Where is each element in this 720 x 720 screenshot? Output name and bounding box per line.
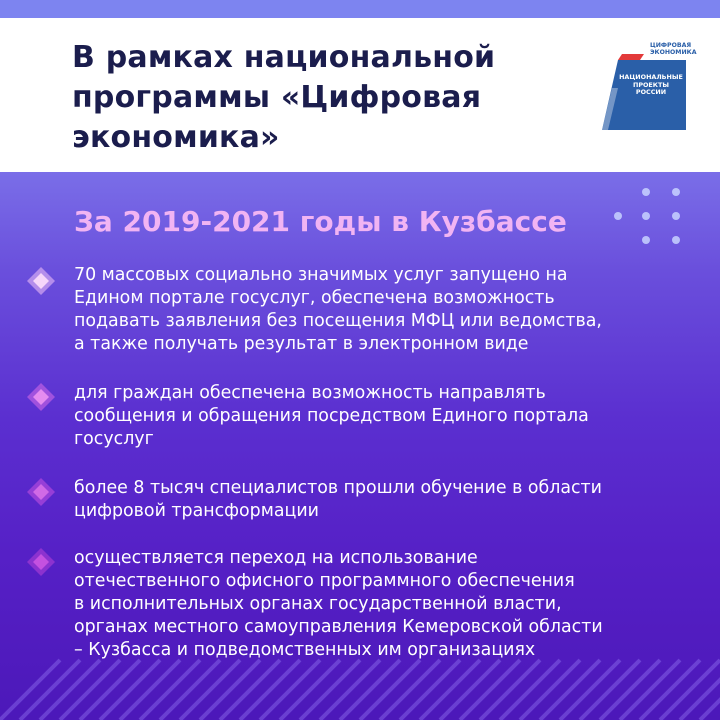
title-line: программы «Цифровая [72, 80, 482, 115]
diamond-bullet-icon [26, 547, 56, 577]
title-line: В рамках национальной [72, 40, 496, 75]
section-title: За 2019-2021 годы в Кузбассе [74, 205, 567, 238]
logo-subtitle [618, 74, 684, 97]
item-line: – Кузбасса и подведомственных им организациях [74, 640, 536, 660]
dot-icon [672, 188, 680, 196]
item-line: сообщения и обращения посредством Единого портала [74, 406, 589, 426]
item-text [74, 547, 699, 662]
dot-grid-decoration [604, 178, 684, 248]
item-text [74, 382, 699, 451]
diamond-bullet-icon [26, 477, 56, 507]
national-projects-logo [596, 40, 697, 132]
logo-sub-line: РОССИИ [635, 88, 667, 97]
dot-icon [614, 212, 622, 220]
dot-icon [672, 212, 680, 220]
page-title [72, 38, 552, 158]
item-text [74, 477, 699, 523]
diamond-bullet-icon [26, 382, 56, 412]
content-panel [0, 172, 720, 720]
item-line: осуществляется переход на использование [74, 548, 478, 568]
diamond-bullet-icon [26, 266, 56, 296]
item-line: для граждан обеспечена возможность направлять [74, 383, 546, 403]
top-accent-bar [0, 0, 720, 18]
title-line: экономика» [72, 120, 280, 155]
logo-line1: ЦИФРОВАЯ [650, 42, 692, 49]
dot-icon [642, 188, 650, 196]
item-line: отечественного офисного программного обеспечения [74, 571, 575, 591]
item-line: 70 массовых социально значимых услуг запущено на [74, 265, 568, 285]
dot-icon [642, 236, 650, 244]
item-line: в исполнительных органах государственной власти, [74, 594, 562, 614]
item-text [74, 264, 699, 356]
item-line: Едином портале госуслуг, обеспечена возможность [74, 288, 555, 308]
item-line: более 8 тысяч специалистов прошли обучение в области [74, 478, 602, 498]
dot-icon [672, 236, 680, 244]
item-line: подавать заявления без посещения МФЦ или ведомства, [74, 311, 602, 331]
header [0, 18, 720, 172]
diagonal-stripes-decoration [0, 650, 720, 720]
logo-sub-line: ПРОЕКТЫ [632, 80, 670, 89]
item-line: органах местного самоуправления Кемеровской области [74, 617, 603, 637]
dot-icon [642, 212, 650, 220]
logo-sub-line: НАЦИОНАЛЬНЫЕ [619, 73, 683, 81]
item-line: цифровой трансформации [74, 501, 319, 521]
item-line: госуслуг [74, 429, 154, 449]
logo-line2: ЭКОНОМИКА [650, 49, 697, 56]
item-line: а также получать результат в электронном виде [74, 334, 529, 354]
